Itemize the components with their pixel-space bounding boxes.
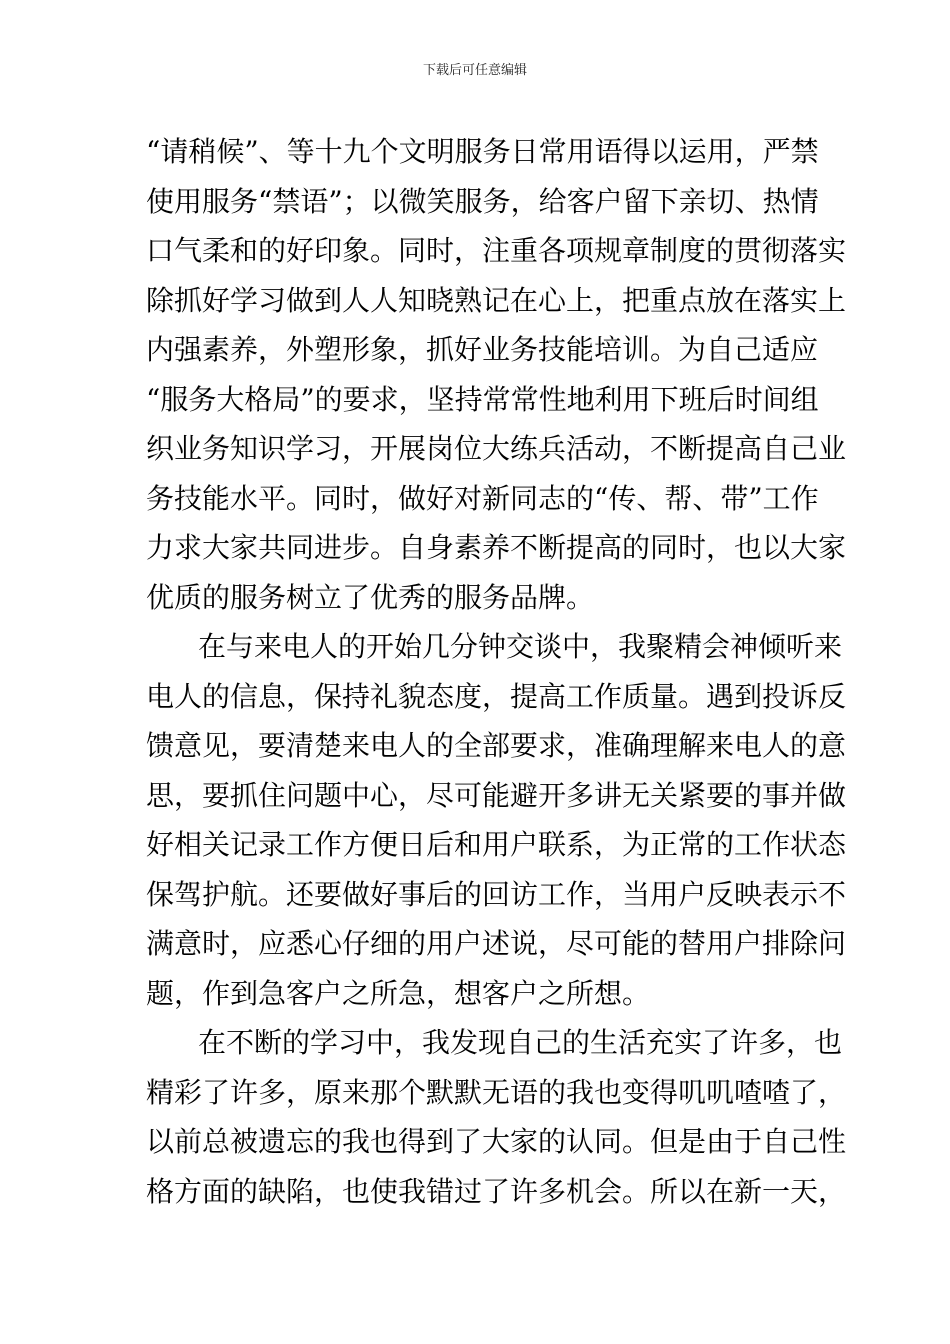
paragraph bbox=[146, 127, 847, 622]
text-line: 好相关记录工作方便日后和用户联系，为正常的工作状态 bbox=[146, 828, 847, 861]
text-line: 使用服务“禁语”；以微笑服务，给客户留下亲切、热情 bbox=[146, 184, 819, 218]
text-line: “请稍候”、等十九个文明服务日常用语得以运用，严禁 bbox=[146, 135, 819, 168]
text-line: 格方面的缺陷，也使我错过了许多机会。所以在新一天， bbox=[146, 1174, 847, 1208]
text-line: 力求大家共同进步。自身素养不断提高的同时，也以大家 bbox=[146, 531, 847, 564]
text-line: 馈意见，要清楚来电人的全部要求，准确理解来电人的意 bbox=[146, 729, 847, 762]
text-line: 精彩了许多，原来那个默默无语的我也变得叽叽喳喳了， bbox=[146, 1075, 847, 1109]
paragraph bbox=[146, 1018, 847, 1216]
text-line: 电人的信息，保持礼貌态度，提高工作质量。遇到投诉反 bbox=[146, 679, 847, 713]
text-line: 优质的服务树立了优秀的服务品牌。 bbox=[146, 580, 595, 614]
text-line: 织业务知识学习，开展岗位大练兵活动，不断提高自己业 bbox=[146, 432, 847, 465]
text-line: 思，要抓住问题中心，尽可能避开多讲无关紧要的事并做 bbox=[146, 778, 847, 812]
text-line: 满意时，应悉心仔细的用户述说，尽可能的替用户排除问 bbox=[146, 927, 847, 960]
paragraph bbox=[146, 622, 847, 1018]
text-line: 内强素养，外塑形象，抓好业务技能培训。为自己适应 bbox=[146, 333, 819, 366]
text-line: 在不断的学习中，我发现自己的生活充实了许多，也 bbox=[198, 1026, 843, 1059]
document-body bbox=[146, 127, 847, 1216]
text-line: 在与来电人的开始几分钟交谈中，我聚精会神倾听来 bbox=[198, 630, 843, 663]
text-line: 除抓好学习做到人人知晓熟记在心上，把重点放在落实上 bbox=[146, 283, 847, 317]
text-line: 以前总被遗忘的我也得到了大家的认同。但是由于自己性 bbox=[146, 1125, 847, 1158]
text-line: “服务大格局”的要求，坚持常常性地利用下班后时间组 bbox=[146, 382, 819, 416]
text-line: 保驾护航。还要做好事后的回访工作，当用户反映表示不 bbox=[146, 877, 847, 911]
page-header: 下载后可任意编辑 bbox=[422, 63, 527, 78]
text-line: 务技能水平。同时，做好对新同志的“传、帮、带”工作 bbox=[146, 481, 819, 515]
text-line: 口气柔和的好印象。同时，注重各项规章制度的贯彻落实 bbox=[146, 234, 847, 267]
text-line: 题，作到急客户之所急，想客户之所想。 bbox=[146, 976, 651, 1010]
